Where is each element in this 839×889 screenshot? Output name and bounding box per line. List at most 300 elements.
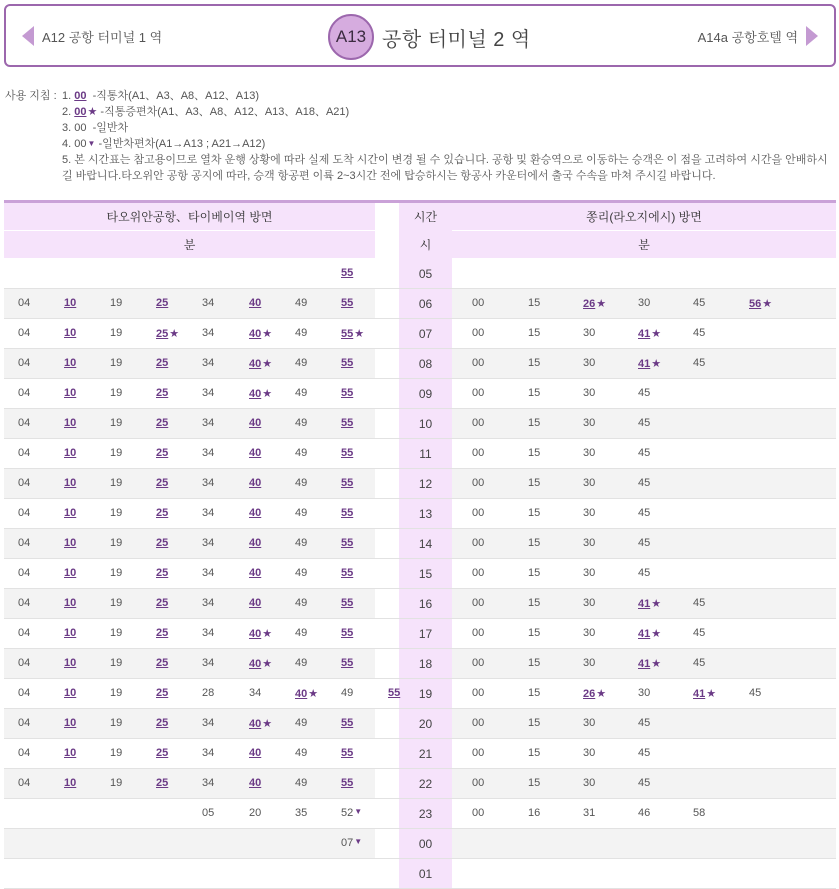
left-minutes-cell (4, 739, 375, 768)
right-minutes-cell (452, 319, 836, 348)
train-time: 15 (528, 687, 541, 699)
train-time: 04 (18, 327, 31, 339)
train-time: 30 (583, 657, 596, 669)
train-time-link[interactable]: 10 (64, 687, 77, 699)
train-time-link[interactable]: 25 (156, 657, 169, 669)
left-direction-header: 타오위안공항、타이베이역 방면 (4, 203, 375, 230)
train-time: 28 (202, 687, 215, 699)
train-time: 00 (472, 507, 485, 519)
hour-cell: 06 (418, 297, 433, 311)
train-time: 00 (472, 777, 485, 789)
train-time: 04 (18, 567, 31, 579)
timetable-row (4, 829, 836, 859)
train-time-link[interactable]: 40★ (295, 688, 319, 700)
train-time-link[interactable]: 10 (64, 567, 77, 579)
timetable-row (4, 319, 836, 349)
star-icon: ★ (262, 388, 273, 400)
train-time-link[interactable]: 40 (249, 447, 262, 459)
train-time: 34 (202, 297, 215, 309)
train-time-link[interactable]: 25 (156, 687, 169, 699)
train-time-link[interactable]: 40★ (249, 718, 273, 730)
train-time-link[interactable]: 55 (341, 627, 354, 639)
train-time-link[interactable]: 40 (249, 417, 262, 429)
left-minutes-cell (4, 319, 375, 348)
left-minutes-cell (4, 409, 375, 438)
hour-cell: 05 (418, 267, 433, 281)
train-time-link[interactable]: 41★ (638, 598, 662, 610)
legend-title: 사용 지침 : (5, 90, 57, 102)
train-time: 30 (638, 687, 651, 699)
train-time-link[interactable]: 25 (156, 567, 169, 579)
train-time-link[interactable]: 25 (156, 357, 169, 369)
left-minutes-cell (4, 829, 375, 858)
train-time-link[interactable]: 55 (341, 297, 354, 309)
train-time: 00 (472, 747, 485, 759)
train-time: 34 (202, 417, 215, 429)
star-icon: ★ (651, 328, 662, 340)
train-time-link[interactable]: 55 (341, 567, 354, 579)
right-minutes-cell (452, 349, 836, 378)
train-time: 00 (472, 537, 485, 549)
legend-code: 00 (74, 122, 87, 134)
train-time: 49 (295, 777, 308, 789)
current-station (328, 13, 531, 61)
train-time-link[interactable]: 55 (341, 537, 354, 549)
legend-text: -일반차 (86, 122, 129, 134)
left-minutes-cell (4, 799, 375, 828)
train-time-link[interactable]: 10 (64, 327, 77, 339)
train-time: 30 (583, 597, 596, 609)
train-time-link[interactable]: 10 (64, 357, 77, 369)
timetable-row (4, 649, 836, 679)
train-time: 19 (110, 447, 123, 459)
prev-station-label: A12 공항 터미널 1 역 (42, 29, 163, 45)
left-minutes-cell (4, 439, 375, 468)
train-time: 15 (528, 357, 541, 369)
hour-cell: 01 (418, 867, 433, 881)
left-minutes-cell (4, 259, 375, 288)
train-time-link[interactable]: 10 (64, 597, 77, 609)
triangle-down-icon: ▼ (87, 139, 96, 148)
train-time-link[interactable]: 10 (64, 387, 77, 399)
train-time: 00 (472, 417, 485, 429)
train-time: 00 (472, 477, 485, 489)
train-time: 45 (638, 777, 651, 789)
star-icon: ★ (596, 688, 607, 700)
right-minutes-cell (452, 829, 836, 858)
station-title: 공항 터미널 2 역 (382, 28, 531, 51)
left-minutes-cell (4, 709, 375, 738)
train-time-link[interactable]: 40★ (249, 628, 273, 640)
train-time: 07▼ (341, 837, 363, 849)
train-time: 15 (528, 417, 541, 429)
train-time-link[interactable]: 55 (341, 267, 354, 279)
right-minutes-cell (452, 259, 836, 288)
next-station-label: A14a 공항호텔 역 (697, 29, 798, 45)
train-time: 35 (295, 807, 308, 819)
train-time: 49 (295, 747, 308, 759)
timetable-row (4, 589, 836, 619)
train-time: 30 (583, 417, 596, 429)
train-time-link[interactable]: 56★ (749, 298, 773, 310)
train-time: 45 (693, 597, 706, 609)
train-time: 45 (638, 387, 651, 399)
train-time: 04 (18, 627, 31, 639)
train-time: 52▼ (341, 807, 363, 819)
train-time: 19 (110, 597, 123, 609)
train-time: 34 (202, 507, 215, 519)
train-time: 04 (18, 447, 31, 459)
train-time: 15 (528, 297, 541, 309)
train-time: 49 (295, 597, 308, 609)
train-time: 19 (110, 387, 123, 399)
star-icon: ★ (651, 628, 662, 640)
left-minutes-cell (4, 289, 375, 318)
train-time: 58 (693, 807, 706, 819)
right-minutes-cell (452, 559, 836, 588)
train-time: 31 (583, 807, 596, 819)
train-time-link[interactable]: 41★ (693, 688, 717, 700)
train-time: 49 (295, 447, 308, 459)
train-time: 30 (583, 627, 596, 639)
train-time: 30 (583, 477, 596, 489)
train-time: 49 (295, 477, 308, 489)
train-time-link[interactable]: 55★ (341, 328, 365, 340)
train-time: 45 (638, 447, 651, 459)
train-time-link[interactable]: 25 (156, 747, 169, 759)
left-minutes-cell (4, 859, 375, 888)
hour-cell: 11 (419, 447, 432, 461)
triangle-down-icon: ▼ (354, 807, 363, 816)
train-time-link[interactable]: 40★ (249, 388, 273, 400)
train-time: 00 (472, 807, 485, 819)
right-minutes-cell (452, 679, 836, 708)
train-time: 00 (472, 357, 485, 369)
hour-cell: 07 (418, 327, 433, 341)
train-time: 49 (295, 567, 308, 579)
train-time: 30 (583, 537, 596, 549)
train-time: 34 (202, 357, 215, 369)
right-minutes-cell (452, 439, 836, 468)
right-minutes-cell (452, 799, 836, 828)
train-time: 49 (341, 687, 354, 699)
legend-item-commuter-extra (62, 136, 265, 152)
train-time-link[interactable]: 55 (341, 717, 354, 729)
star-icon: ★ (651, 658, 662, 670)
timetable-row (4, 799, 836, 829)
train-time: 16 (528, 807, 541, 819)
train-time: 49 (295, 627, 308, 639)
prev-station-link[interactable] (22, 25, 162, 47)
star-icon: ★ (262, 628, 273, 640)
train-time: 15 (528, 477, 541, 489)
train-time-link[interactable]: 25 (156, 477, 169, 489)
hour-cell: 21 (418, 747, 433, 761)
train-time: 15 (528, 567, 541, 579)
hour-cell: 10 (418, 417, 433, 431)
left-minutes-cell (4, 529, 375, 558)
train-time-link[interactable]: 10 (64, 447, 77, 459)
train-time-link[interactable]: 25 (156, 717, 169, 729)
train-time: 15 (528, 387, 541, 399)
train-time-link[interactable]: 55 (341, 477, 354, 489)
hour-cell: 08 (418, 357, 433, 371)
star-icon: ★ (354, 328, 365, 340)
train-time-link[interactable]: 26★ (583, 688, 607, 700)
star-icon: ★ (651, 598, 662, 610)
train-time: 04 (18, 747, 31, 759)
station-badge: A13 (328, 14, 374, 60)
star-icon: ★ (596, 298, 607, 310)
triangle-down-icon: ▼ (354, 837, 363, 846)
train-time-link[interactable]: 10 (64, 777, 77, 789)
legend-text: -직통차(A1、A3、A8、A12、A13) (86, 90, 259, 102)
train-time: 49 (295, 327, 308, 339)
train-time: 30 (583, 717, 596, 729)
train-time-link[interactable]: 55 (341, 447, 354, 459)
train-time-link[interactable]: 10 (64, 417, 77, 429)
train-time: 34 (202, 747, 215, 759)
timetable-row (4, 469, 836, 499)
left-minutes-cell (4, 559, 375, 588)
left-minutes-cell (4, 619, 375, 648)
train-time-link[interactable]: 40 (249, 507, 262, 519)
train-time: 34 (202, 387, 215, 399)
legend-num: 1. (62, 90, 72, 102)
train-time: 45 (693, 627, 706, 639)
train-time: 15 (528, 537, 541, 549)
left-minutes-cell (4, 769, 375, 798)
left-minutes-cell (4, 589, 375, 618)
train-time: 49 (295, 537, 308, 549)
train-time-link[interactable]: 40★ (249, 658, 273, 670)
train-time-link[interactable]: 40 (249, 477, 262, 489)
train-time-link[interactable]: 55 (341, 507, 354, 519)
train-time-link[interactable]: 25 (156, 537, 169, 549)
train-time-link[interactable]: 40 (249, 597, 262, 609)
train-time-link[interactable]: 25 (156, 777, 169, 789)
train-time: 15 (528, 597, 541, 609)
timetable-row (4, 709, 836, 739)
right-minutes-cell (452, 709, 836, 738)
train-time: 19 (110, 297, 123, 309)
next-station-link[interactable] (698, 25, 818, 47)
train-time: 04 (18, 597, 31, 609)
train-time: 49 (295, 717, 308, 729)
train-time: 45 (638, 417, 651, 429)
train-time: 34 (202, 447, 215, 459)
timetable-row (4, 769, 836, 799)
train-time: 04 (18, 507, 31, 519)
train-time: 00 (472, 597, 485, 609)
timetable-row (4, 409, 836, 439)
train-time: 19 (110, 537, 123, 549)
train-time: 15 (528, 447, 541, 459)
timetable-row (4, 619, 836, 649)
train-time-link[interactable]: 25 (156, 447, 169, 459)
legend-num: 2. (62, 106, 72, 118)
star-icon: ★ (262, 718, 273, 730)
train-time-link[interactable]: 25 (156, 417, 169, 429)
train-time: 04 (18, 297, 31, 309)
arrow-left-icon (22, 26, 34, 46)
right-minutes-cell (452, 619, 836, 648)
train-time: 04 (18, 477, 31, 489)
legend-text: -일반차편차(A1→A13 ; A21→A12) (95, 138, 266, 150)
train-time: 45 (638, 477, 651, 489)
train-time-link[interactable]: 55 (388, 687, 401, 699)
train-time-link[interactable]: 55 (341, 657, 354, 669)
train-time-link[interactable]: 40★ (249, 358, 273, 370)
train-time: 04 (18, 387, 31, 399)
legend-num: 3. (62, 122, 72, 134)
right-minutes-cell (452, 769, 836, 798)
train-time: 19 (110, 567, 123, 579)
train-time: 19 (110, 327, 123, 339)
train-time: 34 (202, 657, 215, 669)
star-icon: ★ (762, 298, 773, 310)
timetable-row (4, 859, 836, 889)
train-time-link[interactable]: 25★ (156, 328, 180, 340)
train-time: 30 (583, 777, 596, 789)
train-time-link[interactable]: 10 (64, 297, 77, 309)
left-minutes-cell (4, 469, 375, 498)
right-minutes-cell (452, 529, 836, 558)
legend-code: 00 (74, 106, 87, 118)
train-time: 45 (693, 327, 706, 339)
train-time-link[interactable]: 55 (341, 597, 354, 609)
train-time: 30 (583, 507, 596, 519)
train-time: 19 (110, 747, 123, 759)
train-time-link[interactable]: 55 (341, 777, 354, 789)
train-time: 34 (202, 717, 215, 729)
star-icon: ★ (262, 328, 273, 340)
train-time: 45 (693, 297, 706, 309)
left-minutes-cell (4, 649, 375, 678)
train-time-link[interactable]: 25 (156, 297, 169, 309)
train-time-link[interactable]: 55 (341, 417, 354, 429)
hour-cell: 23 (418, 807, 433, 821)
left-minutes-cell (4, 499, 375, 528)
train-time: 34 (202, 477, 215, 489)
legend-item-direct-extra (62, 104, 349, 120)
train-time-link[interactable]: 55 (341, 747, 354, 759)
hour-cell: 16 (418, 597, 433, 611)
train-time-link[interactable]: 10 (64, 717, 77, 729)
train-time-link[interactable]: 10 (64, 507, 77, 519)
train-time: 00 (472, 657, 485, 669)
train-time-link[interactable]: 41★ (638, 628, 662, 640)
right-minute-header: 분 (452, 231, 836, 258)
train-time: 34 (249, 687, 262, 699)
train-time-link[interactable]: 26★ (583, 298, 607, 310)
train-time: 04 (18, 657, 31, 669)
train-time-link[interactable]: 40 (249, 567, 262, 579)
right-minutes-cell (452, 649, 836, 678)
train-time: 30 (638, 297, 651, 309)
star-icon: ★ (651, 358, 662, 370)
legend-item-direct (62, 88, 259, 104)
right-minutes-cell (452, 499, 836, 528)
legend-code: 00 (74, 138, 87, 150)
train-time: 05 (202, 807, 215, 819)
star-icon: ★ (169, 328, 180, 340)
train-time-link[interactable]: 40 (249, 777, 262, 789)
train-time: 45 (693, 657, 706, 669)
train-time: 19 (110, 687, 123, 699)
train-time-link[interactable]: 41★ (638, 358, 662, 370)
train-time-link[interactable]: 25 (156, 507, 169, 519)
train-time: 49 (295, 357, 308, 369)
train-time: 19 (110, 627, 123, 639)
star-icon: ★ (262, 358, 273, 370)
train-time-link[interactable]: 41★ (638, 658, 662, 670)
timetable-row (4, 379, 836, 409)
legend-item-commuter (62, 120, 128, 136)
right-minutes-cell (452, 739, 836, 768)
hour-cell: 00 (418, 837, 433, 851)
train-time: 00 (472, 627, 485, 639)
left-minute-header: 분 (4, 231, 375, 258)
right-minutes-cell (452, 409, 836, 438)
train-time-link[interactable]: 10 (64, 537, 77, 549)
train-time: 34 (202, 327, 215, 339)
train-time-link[interactable]: 40★ (249, 328, 273, 340)
train-time: 34 (202, 597, 215, 609)
train-time-link[interactable]: 40 (249, 297, 262, 309)
train-time-link[interactable]: 55 (341, 357, 354, 369)
train-time-link[interactable]: 25 (156, 597, 169, 609)
train-time: 04 (18, 357, 31, 369)
train-time: 00 (472, 327, 485, 339)
hour-cell: 09 (418, 387, 433, 401)
hour-header: 시간 (399, 203, 452, 230)
train-time-link[interactable]: 10 (64, 627, 77, 639)
train-time: 15 (528, 747, 541, 759)
train-time: 04 (18, 777, 31, 789)
train-time: 30 (583, 327, 596, 339)
train-time-link[interactable]: 10 (64, 747, 77, 759)
legend-code: 00 (74, 90, 87, 102)
train-time-link[interactable]: 25 (156, 387, 169, 399)
hour-cell: 18 (418, 657, 433, 671)
train-time-link[interactable]: 41★ (638, 328, 662, 340)
hour-cell: 17 (418, 627, 433, 641)
train-time: 30 (583, 357, 596, 369)
train-time-link[interactable]: 55 (341, 387, 354, 399)
train-time-link[interactable]: 10 (64, 657, 77, 669)
station-header (4, 4, 836, 67)
train-time: 19 (110, 507, 123, 519)
legend-note: 5. 본 시간표는 참고용이므로 열차 운행 상황에 따라 실제 도착 시간이 변경 될 수 있습니다. 공항 및 환승역으로 이동하는 승객은 이 점을 고려하여 시간을 안배하시길 바랍니다.타오위안 공항 공지에 따라, 승객 항공편 이륙 2~3시간 전에 탑승하시는 항공사 카운터에서 출국 수속을 마쳐 주시길 바랍니다. (62, 154, 828, 182)
left-minutes-cell (4, 349, 375, 378)
right-direction-header: 쫑리(라오지에시) 방면 (452, 203, 836, 230)
train-time-link[interactable]: 40 (249, 537, 262, 549)
train-time-link[interactable]: 25 (156, 627, 169, 639)
right-minutes-cell (452, 859, 836, 888)
timetable-row (4, 349, 836, 379)
train-time: 00 (472, 717, 485, 729)
timetable-row (4, 679, 836, 709)
timetable-row (4, 529, 836, 559)
train-time-link[interactable]: 40 (249, 747, 262, 759)
train-time: 04 (18, 717, 31, 729)
train-time-link[interactable]: 10 (64, 477, 77, 489)
hour-cell: 22 (418, 777, 433, 791)
legend-text: -직통증편차(A1、A3、A8、A12、A13、A18、A21) (97, 106, 350, 118)
timetable-row (4, 289, 836, 319)
train-time: 45 (638, 717, 651, 729)
